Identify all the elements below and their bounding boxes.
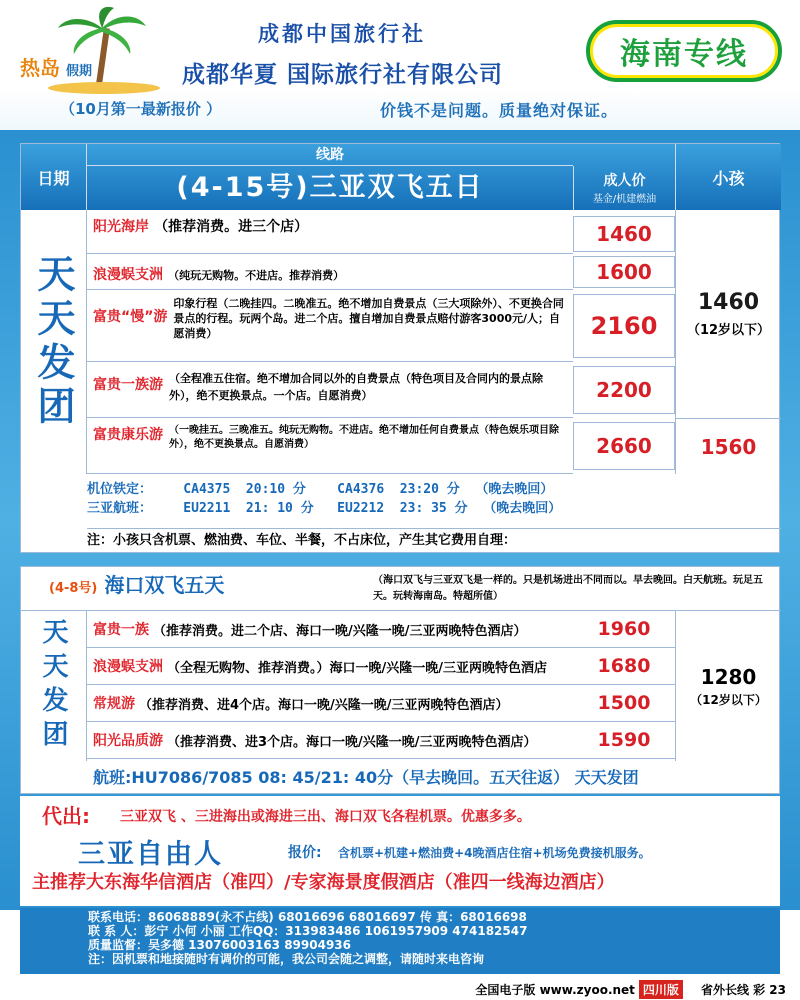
price-date-note: （10月第一最新报价 ） <box>60 100 222 118</box>
company-name-2: 成都华夏 国际旅行社有限公司 <box>182 62 504 88</box>
adult-price: 1600 <box>573 256 675 288</box>
tour-desc: （一晚挂五。三晚准五。纯玩无购物。不进店。绝不增加任何自费景点（特色娱乐项目除外），绝不更换景点。自愿消费） <box>169 425 559 450</box>
col-adult <box>573 166 675 210</box>
child-price: 1460 <box>697 290 760 315</box>
free-travel-label: 报价: <box>288 845 322 861</box>
company-name-1: 成都中国旅行社 <box>258 22 426 46</box>
tour-name: 富贵康乐游 <box>93 427 163 443</box>
adult-price: 1500 <box>573 685 675 722</box>
tour-desc: （推荐消费、进4个店。海口一晚/兴隆一晚/三亚两晚特色酒店） <box>139 697 509 713</box>
adult-price: 1960 <box>573 611 675 648</box>
table-row <box>87 290 573 362</box>
edition-badge: 四川版 <box>639 980 683 999</box>
adult-price: 2160 <box>573 294 675 358</box>
haikou-date: (4-8号) <box>49 581 98 596</box>
slogan: 价钱不是问题。质量绝对保证。 <box>380 101 619 120</box>
child-age-note: （12岁以下） <box>686 323 771 338</box>
adult-price: 2660 <box>573 422 675 470</box>
price-change-note: 注：因机票和地接随时有调价的可能，我公司会随之调整，请随时来电咨询 <box>88 952 485 966</box>
daily-departure <box>21 611 87 761</box>
flight-line: 机位铁定： CA4375 20:10 分 CA4376 23:20 分 （晚去晚回） <box>87 482 554 497</box>
quality-supervision: 质量监督：吴多德 13076003163 89904936 <box>88 938 351 952</box>
haikou-note: （海口双飞与三亚双飞是一样的。只是机场进出不同而以。早去晚回。白天航班。玩足五天。玩转海南岛。特超所值） <box>373 575 763 602</box>
table-row <box>87 362 573 418</box>
website: 全国电子版 www.zyoo.net <box>475 982 635 997</box>
ticket-agency-label: 代出: <box>42 804 90 828</box>
child-age-note: （12岁以下） <box>690 692 767 707</box>
sanya-title: (4-15号)三亚双飞五日 <box>176 172 484 203</box>
flight-line: 三亚航班： EU2211 21: 10 分 EU2212 23: 35 分 （晚去晚回） <box>87 501 562 516</box>
tour-desc: （推荐消费。进二个店、海口一晚/兴隆一晚/三亚两晚特色酒店） <box>153 623 527 639</box>
child-price-box <box>675 210 781 418</box>
child-price-box <box>675 418 781 474</box>
logo-main: 热岛 <box>20 56 60 80</box>
haikou-section <box>20 566 780 794</box>
header <box>0 0 800 150</box>
daily-departure <box>21 210 87 474</box>
tour-desc: （推荐消费。进三个店） <box>154 219 309 235</box>
table-row <box>87 210 573 254</box>
tour-name: 浪漫蜈支洲 <box>93 659 163 675</box>
tour-name: 阳光品质游 <box>93 733 163 749</box>
contact-persons: 联 系 人：彭宁 小何 小丽 工作QQ：313983486 1061957909 474182547 <box>88 924 528 938</box>
tour-desc: 印象行程（二晚挂四。二晚准五。绝不增加自费景点（三大项除外）、不更换合同景点的行程。玩两个岛。进二个店。擅自增加自费景点赔付游客3000元/人；自愿消费） <box>173 297 564 340</box>
col-date: 日期 <box>21 144 87 210</box>
tour-name: 富贵一族游 <box>93 377 163 393</box>
daily-departure-text: 天天发团 <box>31 254 75 430</box>
adult-price: 1460 <box>573 216 675 252</box>
adult-price: 1590 <box>573 722 675 759</box>
haikou-title-row <box>21 567 781 611</box>
table-row <box>87 722 573 759</box>
table-row <box>87 611 573 648</box>
flight-info <box>87 480 781 520</box>
adult-price: 2200 <box>573 366 675 414</box>
tour-desc: （全程准五住宿。绝不增加合同以外的自费景点（特色项目及合同内的景点除外），绝不更换景点。一个店。自愿消费） <box>169 372 543 402</box>
daily-departure-text: 天天发团 <box>38 618 68 754</box>
palm-tree-icon <box>14 6 164 96</box>
hotel-recommendation: 主推荐大东海华信酒店（准四）/专家海景度假酒店（准四一线海边酒店） <box>32 872 615 893</box>
table-row <box>87 685 573 722</box>
tour-desc: （推荐消费、进3个店。海口一晚/兴隆一晚/三亚两晚特色酒店） <box>167 734 537 750</box>
tour-name: 阳光海岸 <box>93 219 149 235</box>
adult-price: 1680 <box>573 648 675 685</box>
tour-name: 富贵一族 <box>93 622 149 638</box>
tour-name: 常规游 <box>93 696 135 712</box>
free-travel-title: 三亚自由人 <box>78 839 223 870</box>
table-row <box>87 254 573 290</box>
logo-sub: 假期 <box>66 64 93 79</box>
child-price: 1280 <box>700 664 757 689</box>
table-header <box>21 144 781 210</box>
sanya-section <box>20 143 780 553</box>
col-child: 小孩 <box>675 144 781 210</box>
hainan-badge <box>586 20 782 82</box>
haikou-title <box>49 569 224 598</box>
col-adult-label: 成人价 <box>603 173 646 189</box>
extra-services <box>20 796 780 906</box>
child-price-box <box>675 611 781 761</box>
ticket-agency-text: 三亚双飞 、三进海出或海进三出、海口双飞各程机票。优惠多多。 <box>120 809 531 825</box>
badge-text: 海南专线 <box>620 37 748 72</box>
tour-desc: （纯玩无购物。不进店。推荐消费） <box>168 269 345 282</box>
child-price: 1560 <box>700 434 757 459</box>
logo-text <box>20 52 92 81</box>
free-travel-text: 含机票+机建+燃油费+4晚酒店住宿+机场免费接机服务。 <box>338 846 651 860</box>
tour-name: 富贵“慢”游 <box>93 309 168 325</box>
col-route: 线路 <box>87 144 573 166</box>
bottom-bar <box>0 978 800 1000</box>
col-adult-sub: 基金/机建燃油 <box>592 194 657 205</box>
logo <box>14 6 164 96</box>
haikou-title-text: 海口双飞五天 <box>104 573 225 597</box>
child-fee-note: 注：小孩只含机票、燃油费、车位、半餐，不占床位，产生其它费用自理： <box>87 528 781 552</box>
table-row <box>87 648 573 685</box>
table-row <box>87 418 573 474</box>
page-number: 省外长线 彩 23 <box>700 982 786 997</box>
contact-phone: 联系电话：86068889(永不占线) 68016696 68016697 传 真：68016698 <box>88 910 527 924</box>
contact-footer <box>20 908 780 974</box>
tour-desc: （全程无购物、推荐消费。）海口一晚/兴隆一晚/三亚两晚特色酒店 <box>167 660 547 676</box>
haikou-flight-info: 航班:HU7086/7085 08: 45/21: 40分（早去晚回。五天往返） 天天发团 <box>93 768 639 787</box>
tour-name: 浪漫蜈支洲 <box>93 267 163 283</box>
